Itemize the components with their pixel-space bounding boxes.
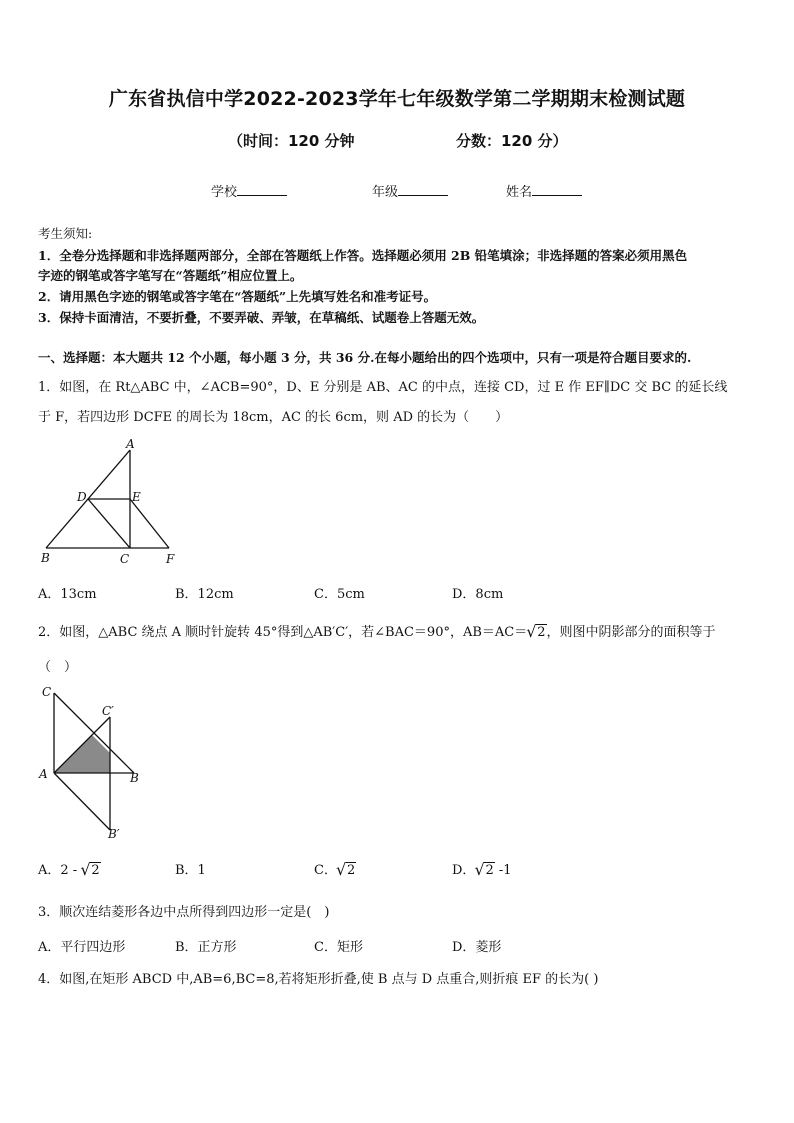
- q2-text-line2: （ ）: [38, 660, 78, 675]
- q2-option-d-suffix: -1: [498, 863, 512, 878]
- q2-text-post: ，则图中阴影部分的面积等于: [546, 625, 716, 640]
- notice-heading: 考生须知:: [38, 226, 93, 241]
- section-heading: 一、选择题：本大题共 12 个小题，每小题 3 分，共 36 分.在每小题给出的四个选项中，只有一项是符合题目要求的.: [38, 350, 692, 365]
- grade-blank[interactable]: [398, 182, 448, 196]
- q1-label-b: B: [41, 551, 50, 565]
- sqrt-symbol: [81, 863, 100, 878]
- q1-label-a: A: [126, 437, 135, 451]
- q2-label-b-prime: B′: [108, 827, 120, 841]
- q2-text-pre: 2．如图，△ABC 绕点 A 顺时针旋转 45°得到△AB′C′，若∠BAC＝90°，AB＝AC＝: [38, 625, 528, 640]
- q2-option-a[interactable]: [38, 859, 101, 878]
- q1-label-d: D: [77, 490, 87, 504]
- q1-option-b[interactable]: B．12cm: [175, 587, 234, 602]
- notice-item: 1．全卷分选择题和非选择题两部分，全部在答题纸上作答。选择题必须用 2B 铅笔填涂；非选择题的答案必须用黑色: [38, 248, 688, 263]
- notice-item: 2．请用黑色字迹的钢笔或答字笔在“答题纸”上先填写姓名和准考证号。: [38, 289, 437, 304]
- school-blank[interactable]: [237, 182, 287, 196]
- q2-label-a: A: [39, 767, 48, 781]
- q1-label-c: C: [120, 552, 130, 566]
- exam-score: 分数：120 分）: [456, 132, 568, 150]
- q1-figure: [36, 436, 196, 571]
- sqrt-symbol: [475, 863, 494, 878]
- exam-time: （时间：120 分钟: [228, 132, 355, 150]
- q3-option-a[interactable]: A．平行四边形: [38, 940, 126, 955]
- q2-sqrt-value: 2: [537, 625, 546, 640]
- q1-option-d[interactable]: D．8cm: [452, 587, 504, 602]
- q2-label-b: B: [130, 771, 139, 785]
- q1-text-line1: 1．如图，在 Rt△ABC 中，∠ACB=90°，D、E 分别是 AB、AC 的中点，连接 CD，过 E 作 EF∥DC 交 BC 的延长线: [38, 380, 728, 395]
- q2-label-c-prime: C′: [102, 704, 114, 718]
- grade-label: 年级: [372, 185, 399, 200]
- q2-option-c-text: C．: [314, 863, 337, 878]
- q3-text: 3．顺次连结菱形各边中点所得到四边形一定是( ): [38, 905, 330, 920]
- exam-title: 广东省执信中学2022-2023学年七年级数学第二学期期末检测试题: [108, 88, 686, 110]
- q2-label-c: C: [42, 685, 52, 699]
- q1-label-f: F: [166, 552, 175, 566]
- q2-option-a-sqrt: 2: [91, 863, 100, 878]
- q1-option-a[interactable]: A．13cm: [38, 587, 97, 602]
- q2-option-d-sqrt: 2: [485, 863, 494, 878]
- q2-figure: [36, 682, 166, 842]
- grade-field[interactable]: [372, 181, 448, 200]
- q1-option-c[interactable]: C．5cm: [314, 587, 365, 602]
- q1-text-line2: 于 F，若四边形 DCFE 的周长为 18cm，AC 的长 6cm，则 AD 的长为（ ）: [38, 410, 509, 425]
- q2-option-d-text: D．: [452, 863, 476, 878]
- name-blank[interactable]: [532, 182, 582, 196]
- q1-label-e: E: [132, 490, 141, 504]
- q2-text-line1: [38, 621, 716, 640]
- q3-option-b[interactable]: B．正方形: [175, 940, 237, 955]
- q3-option-d[interactable]: D．菱形: [452, 940, 502, 955]
- name-field[interactable]: [506, 181, 582, 200]
- name-label: 姓名: [506, 185, 533, 200]
- q2-option-b[interactable]: B．1: [175, 863, 206, 878]
- notice-item: 字迹的钢笔或答字笔写在“答题纸”相应位置上。: [38, 268, 303, 283]
- sqrt-symbol: [527, 625, 546, 640]
- q2-option-c-sqrt: 2: [346, 863, 356, 878]
- q3-option-c[interactable]: C．矩形: [314, 940, 363, 955]
- q2-option-a-text: A．2 -: [38, 863, 78, 878]
- school-label: 学校: [211, 185, 238, 200]
- school-field[interactable]: [211, 181, 287, 200]
- notice-item: 3．保持卡面清洁，不要折叠，不要弄破、弄皱，在草稿纸、试题卷上答题无效。: [38, 310, 485, 325]
- q2-option-d[interactable]: [452, 859, 512, 878]
- q4-text: 4．如图,在矩形 ABCD 中,AB=6,BC=8,若将矩形折叠,使 B 点与 D 点重合,则折痕 EF 的长为( ): [38, 972, 599, 987]
- q2-option-c[interactable]: [314, 859, 356, 878]
- sqrt-symbol: [337, 863, 356, 878]
